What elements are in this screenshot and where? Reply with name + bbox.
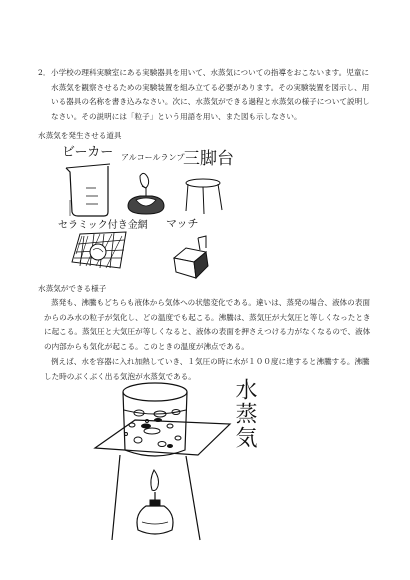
label-beaker: ビーカー [62,145,114,160]
flame [151,470,159,491]
paragraph-example: 例えば、水を容器に入れ加熱していき、１気圧の時に水が１００度に達すると沸騰する。沸騰した時のぶくぶく出る気泡が水蒸気である。 [44,357,370,381]
paragraph-evaporation-boiling: 蒸発も、沸騰もどちらも液体から気体への状態変化である。違いは、蒸発の場合、液体の表面からのみ水の粒子が気化し、どの温度でも起こる。沸騰は、蒸気圧が大気圧と等しくなったときに起こる。蒸気圧と大気圧が等しくなると、液体の表面を押さえつける力がなくなるので、液体の内部からも気化が起こる。このときの温度が沸点である。 [44,298,371,351]
section-heading-tools: 水蒸気を発生させる道具 [38,131,122,140]
vapor-label: 水蒸気 [232,378,257,450]
alcohol-lamp [137,506,173,534]
label-tripod: 三脚台 [183,149,234,169]
bubbles [125,410,182,447]
section-heading-vapor: 水蒸気ができる様子 [38,284,107,293]
label-matches: マッチ [166,217,199,230]
beaker-rim [123,383,187,401]
label-alcohol-lamp: アルコールランプ [121,153,185,162]
question-number: 2． [38,68,51,77]
gauze-plate [95,420,230,455]
question-text: 小学校の理科実験室にある実験器具を用いて、水蒸気についての指導をおこないます。児童に水蒸気を観察させるための実験装置を組み立てる必要があります。その実験装置を図示し、用いる器具の名称を書き込みなさい。次に、水蒸気ができる過程と水蒸気の様子について説明しなさい。その説明には「粒子」という用語を用い、また図も示しなさい。 [51,68,370,121]
label-ceramic-gauze: セラミック付き金網 [58,220,148,231]
lamp-cap [150,500,160,506]
